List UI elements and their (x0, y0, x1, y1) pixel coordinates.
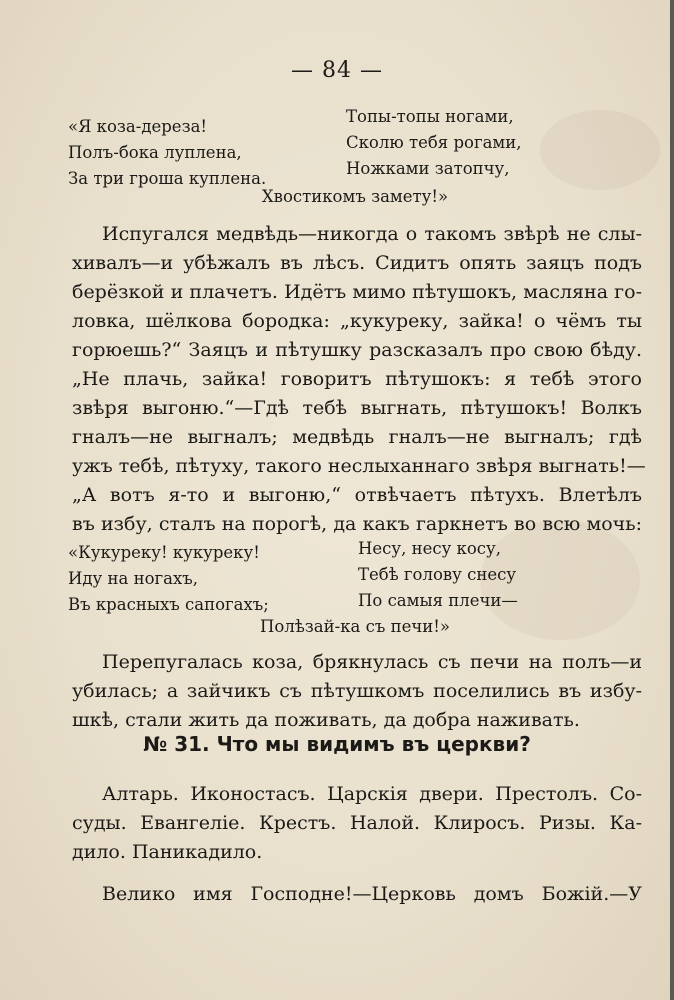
verse-line: Въ красныхъ сапогахъ; (68, 595, 269, 614)
verse-line: Сколю тебя рогами, (346, 133, 522, 152)
verse-line: По самыя плечи— (358, 591, 518, 610)
text-line: Алтарь. Иконостасъ. Царскія двери. Престолъ. Со- (102, 783, 642, 805)
text-line: убилась; а зайчикъ съ пѣтушкомъ поселились въ избу- (72, 680, 642, 702)
text-line: „А вотъ я-то и выгоню,“ отвѣчаетъ пѣтухъ. Влетѣлъ (72, 484, 642, 506)
verse-line: За три гроша куплена. (68, 169, 267, 188)
text-line: Перепугалась коза, брякнулась съ печи на полъ—и (102, 651, 642, 673)
text-line: хивалъ—и убѣжалъ въ лѣсъ. Сидитъ опять заяцъ подъ (72, 252, 642, 274)
section-heading: № 31. Что мы видимъ въ церкви? (143, 732, 531, 756)
text-line: шкѣ, стали жить да поживать, да добра наживать. (72, 709, 580, 731)
verse-final-line: Хвостикомъ замету!» (261, 187, 449, 206)
text-line: въ избу, сталъ на порогѣ, да какъ гаркнетъ во всю мочь: (72, 513, 642, 535)
text-line: звѣря выгоню.“—Гдѣ тебѣ выгнать, пѣтушокъ! Волкъ (72, 397, 642, 419)
verse-line: «Я коза-дереза! (68, 117, 208, 136)
verse-line: Топы-топы ногами, (346, 107, 514, 126)
verse-line: Тебѣ голову снесу (358, 565, 517, 584)
verse-final-line: Полѣзай-ка съ печи!» (260, 617, 450, 636)
verse-line: Иду на ногахъ, (68, 569, 199, 588)
text-line: суды. Евангеліе. Крестъ. Налой. Клиросъ. Ризы. Ка- (72, 812, 642, 834)
page-number: — 84 — (291, 58, 383, 83)
text-line: берёзкой и плачетъ. Идётъ мимо пѣтушокъ, масляна го- (72, 281, 642, 303)
text-line: „Не плачь, зайка! говоритъ пѣтушокъ: я тебѣ этого (72, 368, 642, 390)
text-line: ужъ тебѣ, пѣтуху, такого неслыханнаго звѣря выгнать!— (72, 455, 646, 477)
text-line: Велико имя Господне!—Церковь домъ Божій.—У (102, 883, 642, 905)
text-line: дило. Паникадило. (72, 841, 263, 863)
verse-line: «Кукуреку! кукуреку! (68, 543, 260, 562)
text-line: гналъ—не выгналъ; медвѣдь гналъ—не выгналъ; гдѣ (72, 426, 642, 448)
verse-line: Несу, несу косу, (358, 539, 501, 558)
text-line: Испугался медвѣдь—никогда о такомъ звѣрѣ не слы- (102, 223, 642, 245)
verse-line: Ножками затопчу, (346, 159, 510, 178)
page-edge (670, 0, 674, 1000)
text-line: горюешь?“ Заяцъ и пѣтушку разсказалъ про свою бѣду. (72, 339, 642, 361)
text-line: ловка, шёлкова бородка: „кукуреку, зайка! о чёмъ ты (72, 310, 642, 332)
paper-stain (540, 110, 660, 190)
verse-line: Полъ-бока луплена, (68, 143, 242, 162)
